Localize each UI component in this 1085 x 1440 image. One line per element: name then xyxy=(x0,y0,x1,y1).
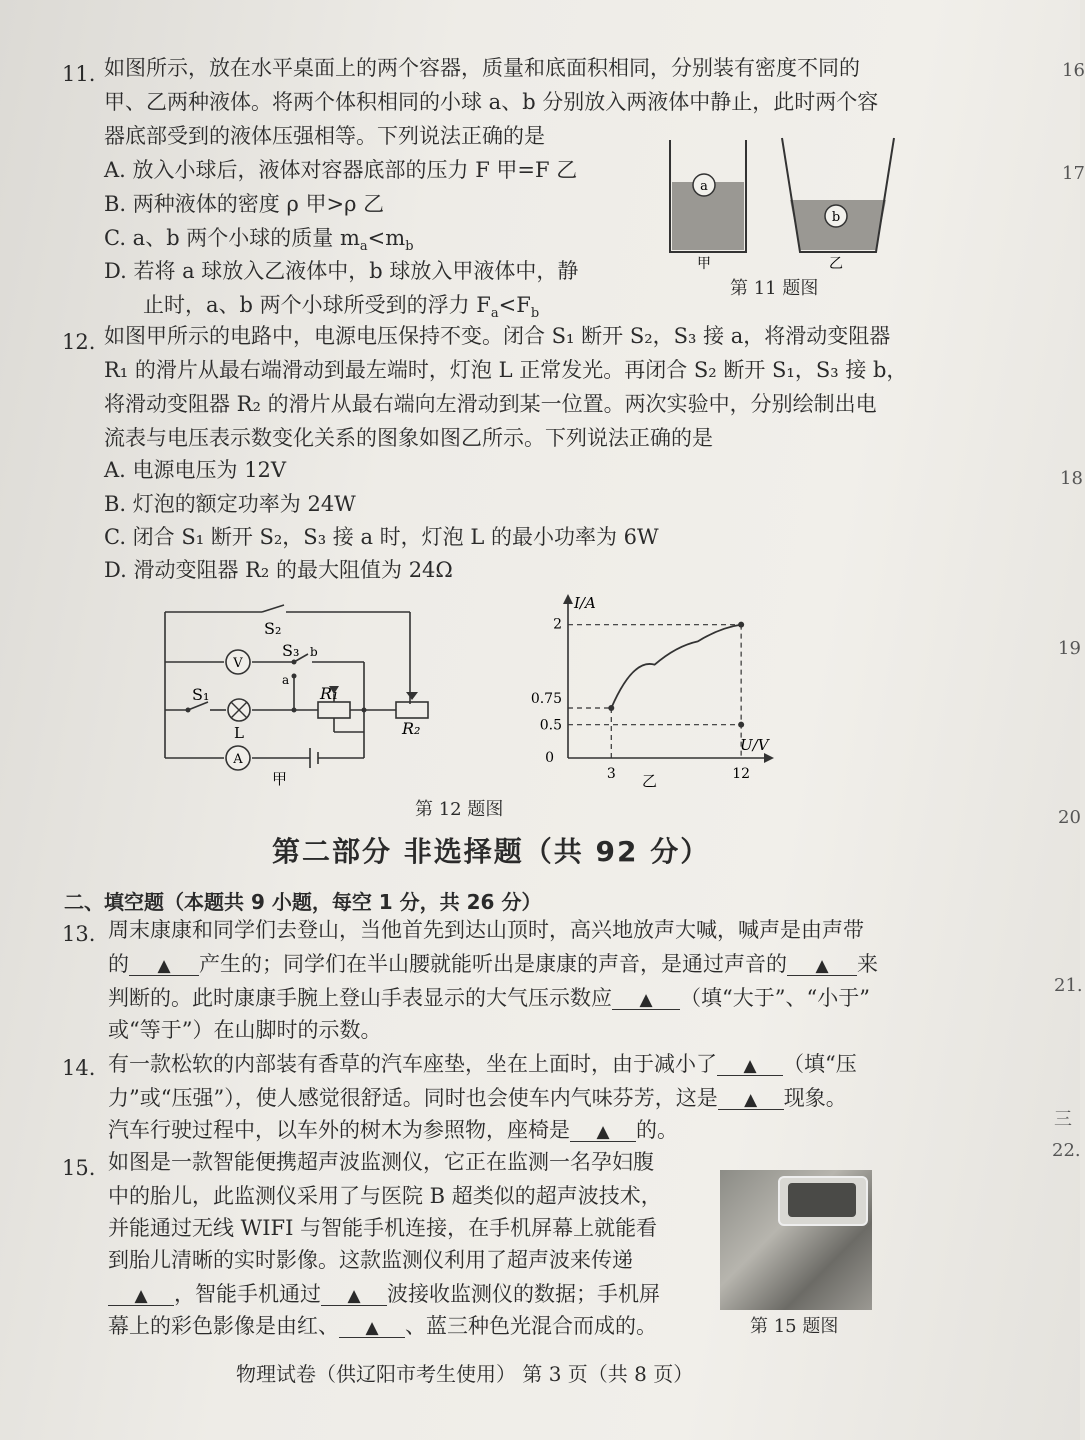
ultrasound-monitor-photo xyxy=(720,1170,872,1310)
q12-option-b: B. 灯泡的额定功率为 24W xyxy=(104,492,356,516)
q12-option-a: A. 电源电压为 12V xyxy=(104,458,287,482)
q11-option-d: D. 若将 a 球放入乙液体中，b 球放入甲液体中，静 xyxy=(104,259,579,283)
q12-text-line: 如图甲所示的电路中，电源电压保持不变。闭合 S₁ 断开 S₂，S₃ 接 a，将滑动变阻器 xyxy=(104,324,891,348)
q15-text-line: 幕上的彩色影像是由红、 ▲ 、蓝三种色光混合而成的。 xyxy=(108,1314,657,1338)
q14-text-line: 有一款松软的内部装有香草的汽车座垫，坐在上面时，由于减小了 ▲ （填“压 xyxy=(108,1052,857,1076)
answer-blank: ▲ xyxy=(108,1288,174,1306)
y-tick-label: 0.5 xyxy=(539,717,562,734)
q13-text-line: 周末康康和同学们去登山，当他首先到达山顶时，高兴地放声大喊，喊声是由声带 xyxy=(108,918,864,942)
q15-text-line: 如图是一款智能便携超声波监测仪，它正在监测一名孕妇腹 xyxy=(108,1150,654,1174)
answer-blank: ▲ xyxy=(321,1288,387,1306)
x-tick-label: 3 xyxy=(606,766,616,782)
svg-text:b: b xyxy=(310,645,318,659)
y-axis-label: I/A xyxy=(574,594,596,612)
answer-blank: ▲ xyxy=(787,958,857,976)
q11-text-line: 甲、乙两种液体。将两个体积相同的小球 a、b 分别放入两液体中静止，此时两个容 xyxy=(104,90,879,114)
figure-caption: 第 11 题图 xyxy=(730,278,819,299)
data-point xyxy=(738,622,744,628)
switch-S2-label: S₂ xyxy=(264,619,282,638)
q12-text-line: 流表与电压表示数变化关系的图象如图乙所示。下列说法正确的是 xyxy=(104,426,713,450)
q11-option-a: A. 放入小球后，液体对容器底部的压力 F 甲=F 乙 xyxy=(104,158,578,182)
origin-label: 0 xyxy=(545,750,554,766)
y-tick-label: 0.75 xyxy=(530,691,562,707)
q15-text-line: 并能通过无线 WIFI 与智能手机连接，在手机屏幕上就能看 xyxy=(108,1216,658,1240)
edge-number: 22. xyxy=(1052,1140,1081,1161)
answer-blank: ▲ xyxy=(339,1320,405,1338)
svg-text:a: a xyxy=(282,673,290,687)
label-jia: 甲 xyxy=(697,256,711,272)
rheostat-R2-label: R₂ xyxy=(402,719,421,738)
part-title: 第二部分 非选择题（共 92 分） xyxy=(272,835,711,868)
y-tick-label: 2 xyxy=(553,616,562,633)
smartphone-image xyxy=(778,1176,868,1226)
data-point xyxy=(608,705,614,711)
svg-text:L: L xyxy=(234,724,244,742)
switch-S1-label: S₁ xyxy=(192,685,210,704)
q13-text-line: 或“等于”）在山脚时的示数。 xyxy=(108,1018,382,1042)
current-voltage-graph xyxy=(520,590,780,790)
series-curve xyxy=(611,625,741,708)
answer-blank: ▲ xyxy=(129,958,199,976)
q13-text-line: 的 ▲ 产生的；同学们在半山腰就能听出是康康的声音，是通过声音的 ▲ 来 xyxy=(108,952,878,976)
rheostat-R1-label: R₁ xyxy=(320,684,339,703)
edge-number: 17 xyxy=(1062,163,1085,184)
q11-option-b: B. 两种液体的密度 ρ 甲>ρ 乙 xyxy=(104,192,385,216)
svg-text:A: A xyxy=(233,752,243,767)
question-number: 13. xyxy=(62,922,96,946)
q12-option-c: C. 闭合 S₁ 断开 S₂，S₃ 接 a 时，灯泡 L 的最小功率为 6W xyxy=(104,525,659,549)
label-yi: 乙 xyxy=(829,256,843,272)
x-axis-label: U/V xyxy=(740,736,769,754)
q11-option-d-cont: 止时，a、b 两个小球所受到的浮力 $F_a<F_b$ xyxy=(143,293,540,321)
question-number: 11. xyxy=(62,62,96,86)
svg-text:V: V xyxy=(233,656,243,671)
q11-text-line: 器底部受到的液体压强相等。下列说法正确的是 xyxy=(104,124,545,148)
q12-text-line: 将滑动变阻器 R₂ 的滑片从最右端向左滑动到某一位置。两次实验中，分别绘制出电 xyxy=(104,392,877,416)
edge-number: 16 xyxy=(1062,60,1085,81)
q13-text-line: 判断的。此时康康手腕上登山手表显示的大气压示数应 ▲ （填“大于”、“小于” xyxy=(108,986,870,1010)
section-heading: 二、填空题（本题共 9 小题，每空 1 分，共 26 分） xyxy=(64,890,542,914)
ball-b-label: b xyxy=(831,210,841,225)
question-number: 15. xyxy=(62,1156,96,1180)
q12-text-line: R₁ 的滑片从最右端滑动到最左端时，灯泡 L 正常发光。再闭合 S₂ 断开 S₁，S₃ 接 b， xyxy=(104,358,908,382)
q15-text-line: 中的胎儿，此监测仪采用了与医院 B 超类似的超声波技术， xyxy=(108,1184,662,1208)
graph-label: 乙 xyxy=(642,772,658,790)
edge-number: 19 xyxy=(1058,638,1081,659)
page-footer: 物理试卷（供辽阳市考生使用） 第 3 页（共 8 页） xyxy=(236,1362,694,1386)
q14-text-line: 力”或“压强”），使人感觉很舒适。同时也会使车内气味芬芳，这是 ▲ 现象。 xyxy=(108,1086,847,1110)
question-number: 12. xyxy=(62,330,96,354)
figure-caption: 第 12 题图 xyxy=(415,799,504,820)
circuit-diagram xyxy=(150,600,440,790)
switch-S3-label: S₃ xyxy=(282,641,300,660)
q11-option-c: C. a、b 两个小球的质量 $m_a<m_b$ xyxy=(104,226,414,254)
answer-blank: ▲ xyxy=(570,1124,636,1142)
q11-text-line: 如图所示，放在水平桌面上的两个容器，质量和底面积相同，分别装有密度不同的 xyxy=(104,56,860,80)
ball-a-label: a xyxy=(700,179,708,194)
figure-caption: 第 15 题图 xyxy=(750,1316,839,1337)
answer-blank: ▲ xyxy=(717,1058,783,1076)
edge-number: 20 xyxy=(1058,807,1081,828)
answer-blank: ▲ xyxy=(612,992,680,1010)
edge-number: 21. xyxy=(1054,975,1083,996)
edge-number: 三 xyxy=(1054,1109,1072,1130)
edge-number: 18 xyxy=(1060,468,1083,489)
data-point xyxy=(738,722,744,728)
q15-text-line: 到胎儿清晰的实时影像。这款监测仪利用了超声波来传递 xyxy=(108,1248,633,1272)
q15-text-line: ▲ ，智能手机通过 ▲ 波接收监测仪的数据；手机屏 xyxy=(108,1284,660,1306)
q14-text-line: 汽车行驶过程中，以车外的树木为参照物，座椅是 ▲ 的。 xyxy=(108,1118,678,1142)
svg-text:甲: 甲 xyxy=(272,770,288,788)
answer-blank: ▲ xyxy=(718,1092,784,1110)
q12-option-d: D. 滑动变阻器 R₂ 的最大阻值为 24Ω xyxy=(104,558,453,582)
question-number: 14. xyxy=(62,1056,96,1080)
q11-containers-figure xyxy=(660,130,910,275)
x-tick-label: 12 xyxy=(732,766,751,782)
